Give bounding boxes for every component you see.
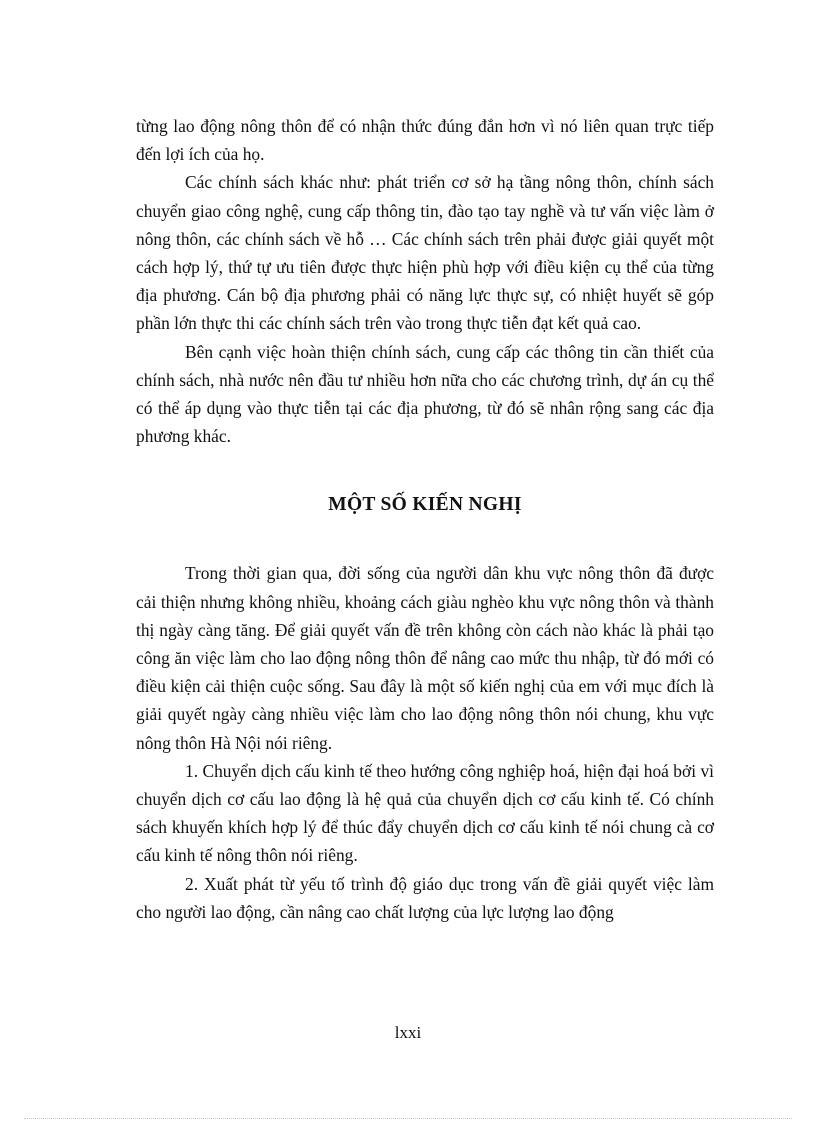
paragraph-intro: Trong thời gian qua, đời sống của người dân khu vực nông thôn đã được cải thiện nhưng không nhiều, khoảng cách giàu nghèo khu vực nông thôn và thành thị ngày càng tăng. Để giải quyết vấn đề trên không còn cách nào khác là phải tạo công ăn việc làm cho lao động nông thôn để nâng cao mức thu nhập, từ đó mới có điều kiện cải thiện cuộc sống. Sau đây là một số kiến nghị của em với mục đích là giải quyết ngày càng nhiều việc làm cho lao động nông thôn nói chung, khu vực nông thôn Hà Nội nói riêng. (136, 563, 714, 753)
paragraph-continuation: từng lao động nông thôn để có nhận thức đúng đắn hơn vì nó liên quan trực tiếp đến lợi ích của họ. (136, 116, 714, 165)
section-heading: MỘT SỐ KIẾN NGHỊ (328, 494, 522, 516)
paragraph-recommendation-2: 2. Xuất phát từ yếu tố trình độ giáo dục trong vấn đề giải quyết việc làm cho người lao động, cần nâng cao chất lượng của lực lượng lao động (136, 873, 714, 922)
page-bottom-divider (24, 1118, 792, 1119)
paragraph-recommendation-1: 1. Chuyển dịch cấu kinh tế theo hướng công nghiệp hoá, hiện đại hoá bởi vì chuyển dịch cơ cấu lao động là hệ quả của chuyển dịch cơ cấu kinh tế. Có chính sách khuyến khích hợp lý để thúc đẩy chuyển dịch cơ cấu kinh tế nói chung cà cơ cấu kinh tế nông thôn nói riêng. (136, 760, 714, 866)
paragraph-other-policies: Các chính sách khác như: phát triển cơ sở hạ tầng nông thôn, chính sách chuyển giao công nghệ, cung cấp thông tin, đào tạo tay nghề và tư vấn việc làm ở nông thôn, các chính sách về hỗ … Các chính sách trên phải được giải quyết một cách hợp lý, thứ tự ưu tiên được thực hiện phù hợp với điều kiện cụ thể của từng địa phương. Cán bộ địa phương phải có năng lực thực sự, có nhiệt huyết sẽ góp phần lớn thực thi các chính sách trên vào trong thực tiễn đạt kết quả cao. (136, 172, 714, 334)
page-number: lxxi (394, 1023, 422, 1042)
page-body (136, 112, 714, 926)
paragraph-investment: Bên cạnh việc hoàn thiện chính sách, cung cấp các thông tin cần thiết của chính sách, nhà nước nên đầu tư nhiều hơn nữa cho các chương trình, dự án cụ thể có thể áp dụng vào thực tiễn tại các địa phương, từ đó sẽ nhân rộng sang các địa phương khác. (136, 341, 714, 447)
